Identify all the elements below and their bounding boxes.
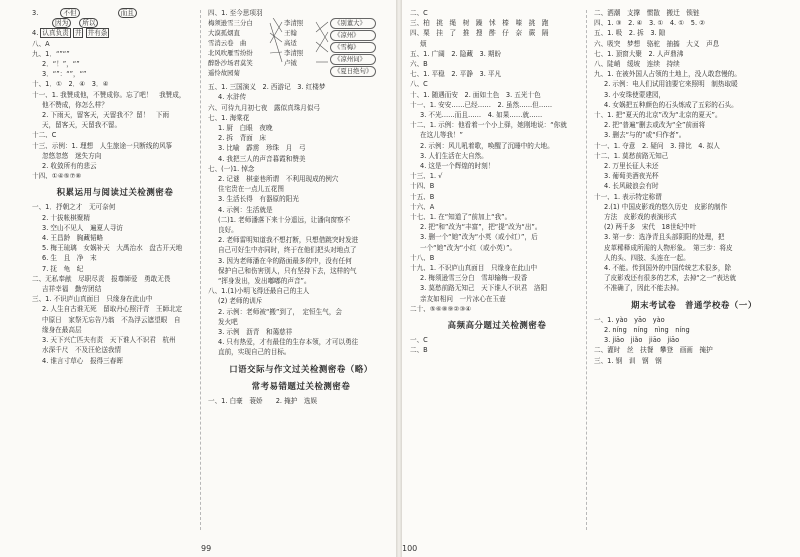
answer-line: 自己可好生中亦同时，终于在他们把头对地点了 — [218, 246, 357, 255]
answer-line: 一、1. 白豪 蓑娇 2. 掩护 选娱 — [208, 396, 318, 405]
answer-line: 一、C — [410, 336, 428, 345]
answer-line: 亲友如相问 一片冰心在玉壶 — [420, 294, 506, 303]
answer-line: 4. 女娲把五种颜色的石头炼成了五彩的石头。 — [604, 100, 738, 109]
section-title: 口语交际与作文过关检测密卷（略） — [229, 363, 373, 374]
answer-line: 十三、1. √ — [410, 172, 443, 181]
answer-line: 十一、1. 夺意 2. 疑问 3. 排比 4. 拟人 — [594, 141, 720, 150]
answer-line: 十一、1. 我赞成他，不赞成你。忘了吧！ 我赞成， — [32, 90, 186, 99]
right-column-1 — [410, 8, 584, 535]
answer-line: 3. 生活长得 有器原的阳光 — [218, 195, 299, 204]
section-title: 常考易错题过关检测密卷 — [251, 380, 351, 391]
answer-line: 三、1. 钢 训 钢 钢 — [594, 356, 662, 365]
answer-line: 2. 下雨天，留客天，天留我不？留！ 下雨 — [42, 111, 170, 120]
answer-line: 4. 我把三人的声音暮霞和赞美 — [218, 154, 306, 163]
answer-line: 二、洒潮 支撑 惯散 搬迁 锁链 — [594, 9, 700, 17]
left-page — [0, 0, 396, 557]
answer-line: 五、1. 广阔 2. 隐藏 3. 期盼 — [410, 49, 502, 58]
answer-line: 五、1. 吸 2. 拆 3. 隙 — [594, 29, 666, 38]
answer-line: 十三、示例：1. 理想 人生旅途一只断线的风筝 — [32, 141, 173, 150]
connective-box: 不但 — [60, 8, 79, 18]
section-title: 积累运用与阅读过关检测密卷 — [56, 187, 174, 198]
answer-line: 十一、1. 表示特定称谓 — [594, 192, 662, 201]
answer-line: 2．“！”，“” — [42, 60, 80, 69]
answer-line: 2. 老师雷明知道我不想打断，只想借跳突时发进 — [218, 236, 359, 245]
answer-line: 3. 因为老师潘在伞的路面最多的中，没有任何 — [218, 256, 352, 265]
answer-line: 2. 示例：风儿吼着歌，唤醒了沉睡中的大地。 — [420, 141, 554, 150]
answer-line: 3. 天下兴亡匹夫有责 天下谁人不识君 杭州 — [42, 336, 176, 345]
answer-line: 4. 这是一个辉煌的时刻！ — [420, 162, 495, 171]
answer-line: 4. 长风破浪会有时 — [604, 182, 659, 191]
answer-line: 1. 厨 白眼 夜晚 — [218, 124, 273, 133]
answer-line: 3. 小安珠使蒙建园， — [604, 90, 666, 99]
answer-line: 九、1．“”“” — [32, 49, 70, 58]
answer-line: 4. 不能。传到国外的中国传统艺术很多，除 — [604, 264, 732, 273]
answer-line: 发火吧 — [218, 317, 238, 326]
answer-line: 在这儿等我！” — [420, 131, 463, 140]
answer-line: 六、B — [410, 60, 428, 69]
answer-line: 十四、①④⑤⑦⑧ — [32, 172, 82, 181]
answer-line: 2. níng níng nìng níng — [604, 325, 690, 334]
answer-line: 水深千尺 不及汪伦送我情 — [42, 346, 122, 355]
answer-line: 八、A — [32, 39, 50, 48]
answer-line: 3. 删一个“她”改为“小英（或小红）”，后 — [420, 233, 538, 242]
match-line — [316, 22, 328, 32]
match-item: 《夏日绝句》 — [330, 66, 376, 76]
answer-line: 4. 谁言寸草心 报得三春晖 — [42, 356, 123, 365]
answer-line: “挥身发出，发出嘟嘟的声音”。 — [218, 277, 311, 286]
match-item: 雪消云卷 曲 — [208, 39, 247, 48]
answer-line: 七、(一)1. 悼念 — [208, 164, 255, 173]
answer-line: 3. 不光……而且…… 4. 如果……就…… — [420, 111, 543, 120]
answer-list — [594, 345, 794, 365]
connective-box: 而且 — [118, 8, 137, 18]
q4-boxes: 4. 认真负责 井 井有条 — [32, 29, 108, 38]
q3-connectives-2 — [32, 18, 198, 28]
answer-line: 七、1. 海棠花 — [208, 113, 250, 122]
right-column-2 — [594, 8, 794, 535]
answer-line: 四、栗 挂 了 推 搜 酢 仔 奈 蕨 隔 — [410, 29, 549, 38]
match-item: 《雪梅》 — [330, 42, 376, 52]
answer-line: 十九、1. 不识庐山真面目 只缘身在此山中 — [410, 264, 538, 273]
answer-line: 八、陡峭 缓坡 连续 持续 — [594, 60, 680, 69]
answer-line: 2. 收敛所有的悲云 — [42, 162, 97, 171]
answer-list — [410, 335, 584, 355]
answer-line: 3. 删去“与的”或“归作者”。 — [604, 131, 686, 140]
answer-line: 4. 只有热爱，才有最佳的生存本领，才可以勇往 — [218, 338, 359, 347]
match-item: 李清照 — [284, 49, 304, 58]
answer-line: 不准确了，因此不能去掉。 — [604, 284, 684, 293]
answer-line: 吉祥幸福 勤劳团结 — [42, 285, 102, 294]
answer-line: 十七、1. 在“知道了”前加上“我”。 — [410, 213, 512, 222]
answer-line: 人的头、四肢、头连在一起。 — [604, 253, 690, 262]
answer-line: 7. 抚 龟 纪 — [42, 264, 84, 273]
answer-line: 五、1. 三国演义 2. 西游记 3. 红楼梦 — [208, 83, 326, 92]
answer-line: 2. 把“和”改为“丰富”，把“提”改为“出”。 — [420, 223, 542, 232]
page-number: 99 — [201, 544, 212, 553]
answer-box: 井有条 — [87, 29, 108, 38]
page-number: 100 — [402, 544, 418, 553]
answer-line: 十四、B — [410, 182, 435, 191]
left-column-1 — [32, 8, 198, 535]
answer-line: 皮革稀释成所需的人物形象。 第三步：将皮 — [604, 243, 733, 252]
answer-line: 六、可待九月初七夜 露似真珠月似弓 — [208, 103, 321, 112]
column-divider — [200, 10, 201, 530]
answer-line: 中原日 家祭无忘告乃翁 不為浮云遮望眼 自 — [42, 315, 181, 324]
answer-line: 3. 比喻 霹雳 珍珠 月 弓 — [218, 144, 306, 153]
answer-line: 4. 水浒传 — [218, 93, 247, 102]
answer-list — [32, 202, 198, 365]
answer-line: 良好。 — [218, 226, 238, 235]
match-item: 卢钺 — [284, 59, 297, 68]
answer-line: 3. 莫愁前路无知己 天下谁人不识君 洛阳 — [420, 284, 548, 293]
match-item: 李清照 — [284, 19, 304, 28]
answer-line: 他不赞成，你怎么样？ — [42, 100, 108, 109]
answer-line: 八、C — [410, 80, 428, 89]
answer-line: 2. 把“普遍”删去或改为“全”前面将 — [604, 121, 706, 130]
answer-line: 3. 人们生活在大自然。 — [420, 151, 488, 160]
answer-line: 2. 拆 背面 床 — [218, 134, 266, 143]
match-line — [316, 22, 328, 42]
answer-line: 6. 生 且 净 末 — [42, 254, 97, 263]
answer-line: 九、1. 在被外国人占领的土地上，没人敢怠慢的。 — [594, 70, 741, 79]
answer-line: 天，留客天，天留我不留。 — [42, 121, 122, 130]
poem-matching — [208, 18, 394, 122]
answer-line: 2. 人生自古谁无死 留取丹心照汗青 王師北定 — [42, 305, 183, 314]
section-title: 高频高分题过关检测密卷 — [447, 320, 547, 331]
match-item: 《凉州》 — [330, 30, 376, 40]
answer-box: 认真负责 — [42, 29, 69, 38]
match-item: 高适 — [284, 39, 297, 48]
match-item: 大漠孤烟直 — [208, 29, 240, 38]
answer-line: 三、柏 挑 绳 树 躁 怵 榛 嗪 挑 跑 — [410, 19, 549, 28]
q3-connectives: 3. 不但 而且 — [32, 8, 198, 18]
match-item: 遥怜故园菊 — [208, 69, 240, 78]
answer-line: 七、1. 顶窗大聚 2. 人声鼎沸 — [594, 49, 684, 58]
answer-line: 3. 示例 沥青 和蔼慈祥 — [218, 328, 293, 337]
match-line — [270, 22, 282, 43]
match-item: 梅须逊雪三分白 — [208, 19, 253, 28]
answer-line: (2) 两千多 宋代 18世纪中叶 — [604, 223, 697, 232]
answer-list — [594, 8, 794, 294]
answer-list — [208, 82, 394, 357]
answer-line: 十二、C — [32, 131, 57, 140]
answer-line: 七、1. 平稳 2. 平静 3. 平凡 — [410, 70, 502, 79]
match-item: 北风吹雁雪纷纷 — [208, 49, 253, 58]
pinyin-answers — [594, 315, 794, 346]
answer-box: 井 — [74, 29, 82, 38]
match-item: 《凉州词》 — [330, 54, 376, 64]
answer-line: 十、1. 把“夏天的北京”改为“北京的夏天”。 — [594, 111, 722, 120]
answer-list — [32, 39, 198, 182]
answer-line: 十八、B — [410, 253, 435, 262]
answer-line: 十二、1. 莫愁前路无知己 — [594, 151, 669, 160]
section-title: 期末考试卷 普通学校卷（一） — [631, 299, 757, 310]
answer-line: 2. 示例：老师被“搬”到了， 定恒生气，会 — [218, 307, 343, 316]
answer-line: 2. 万里长征人未还 — [604, 162, 659, 171]
answer-line: 四、1. ③ 2. ④ 3. ① 4. ① 5. ② — [594, 19, 706, 28]
answer-line: 2.(1) 中国皮影戏的悠久历史 皮影的制作 — [604, 202, 728, 211]
match-line — [316, 42, 328, 52]
answer-line: 二、C — [410, 9, 428, 17]
answer-line: 3. 空山不见人 遍夏人寻访 — [42, 223, 123, 232]
match-title-column — [330, 18, 376, 78]
answer-line: 一、1．抒朝之才 无可奈何 — [32, 203, 116, 212]
match-item: 王翰 — [284, 29, 297, 38]
answer-line: 二、B — [410, 346, 428, 355]
column-divider — [586, 10, 587, 530]
answer-line: 保护自己和伤害别人，只有坚持下去，这样的气 — [218, 266, 357, 275]
answer-line: 缘身在最高层 — [42, 325, 82, 334]
left-column-2 — [208, 8, 394, 535]
answer-line: 5. 梅王琉璃 女娲补天 大禹治水 盘古开天地 — [42, 244, 183, 253]
match-line — [270, 33, 282, 42]
answer-line: 一个“她”改为“小红（或小英）”。 — [420, 243, 517, 252]
answer-line: (二)1. 老师潘落下来十分遥远，让潘向窗察不 — [218, 215, 351, 224]
connective-box: 因为 — [52, 18, 71, 28]
match-header: 四、1. 至今思项羽 — [208, 9, 263, 17]
answer-line: 2. 梅须逊雪三分白 雪却输梅一段香 — [420, 274, 528, 283]
answer-line: 2. 示例：电人们试用油要它来照明 制热取暖 — [604, 80, 738, 89]
answer-line: 4. 示例：生活就是 — [218, 205, 273, 214]
answer-line: 4. 王昌龄 胸藏韬略 — [42, 234, 104, 243]
answer-line: 2. 十拔帐棋聚精 — [42, 213, 90, 222]
answer-line: 十、1．① 2．④ 3．④ — [32, 80, 109, 89]
answer-line: 了皮影戏还有很多的艺术，去掉“之一”表达就 — [604, 274, 737, 283]
right-page — [402, 0, 800, 557]
answer-line: 二、灌时 丝 扶餐 攀登 画画 掩护 — [594, 346, 713, 355]
match-item: 醉卧沙场君莫笑 — [208, 59, 253, 68]
answer-line: 八、1.(1)小明飞得还最自己的主人 — [208, 287, 310, 296]
match-line — [316, 32, 328, 52]
answer-line: 忽悠忽悠 迷失方向 — [42, 151, 102, 160]
answer-line: 烦 — [420, 39, 427, 48]
answer-line: 十五、B — [410, 192, 435, 201]
match-author-column — [284, 18, 303, 68]
answer-line: 2. 记谜 棋壶巷所谓 不利用现成的例穴 — [218, 175, 339, 184]
answer-line: 3. jiāo jiǎo jiāo jiāo — [604, 336, 680, 345]
connective-box: 所以 — [79, 18, 98, 28]
answer-line: 3．“”：“”，“” — [42, 70, 87, 79]
match-item: 《别董大》 — [330, 18, 376, 28]
answer-line: 二、无私奉献 尽职尽责 报尊師爱 勇敢无畏 — [32, 274, 171, 283]
answer-line: 十六、A — [410, 202, 435, 211]
match-line — [270, 52, 282, 53]
answer-line: (2) 老师的训斥 — [218, 297, 263, 306]
answer-line: 二十、⑤⑥⑧⑨②③④ — [410, 304, 472, 313]
answer-line: 直前，实现自己的目标。 — [218, 348, 291, 357]
answer-line: 方法 皮影戏的表演形式 — [604, 213, 677, 222]
answer-line: 住宅贵在一点儿五花图 — [218, 185, 284, 194]
answer-line: 三、1. 不识庐山真面目 只缘身在此山中 — [32, 295, 153, 304]
answer-line: 六、吸突 梦想 骆驼 抽搐 大义 声息 — [594, 39, 720, 48]
answer-line: 3. 葡萄美酒夜光杯 — [604, 172, 659, 181]
answer-line: 十、1. 随遇而安 2. 面如土色 3. 五光十色 — [410, 90, 541, 99]
answer-line: 一、1. yào yāo yào — [594, 315, 665, 324]
answer-list — [410, 8, 584, 314]
answer-line: 十二、1. 示例：他看着一个小上驿，她刚地说：“你就 — [410, 121, 567, 130]
answer-line: 3. 第一步：选净青且头部阴阳的处理，把 — [604, 233, 725, 242]
match-left-column — [208, 18, 253, 78]
answer-line: 十一、1. 安安……已经…… 2. 虽然……但…… — [410, 100, 553, 109]
